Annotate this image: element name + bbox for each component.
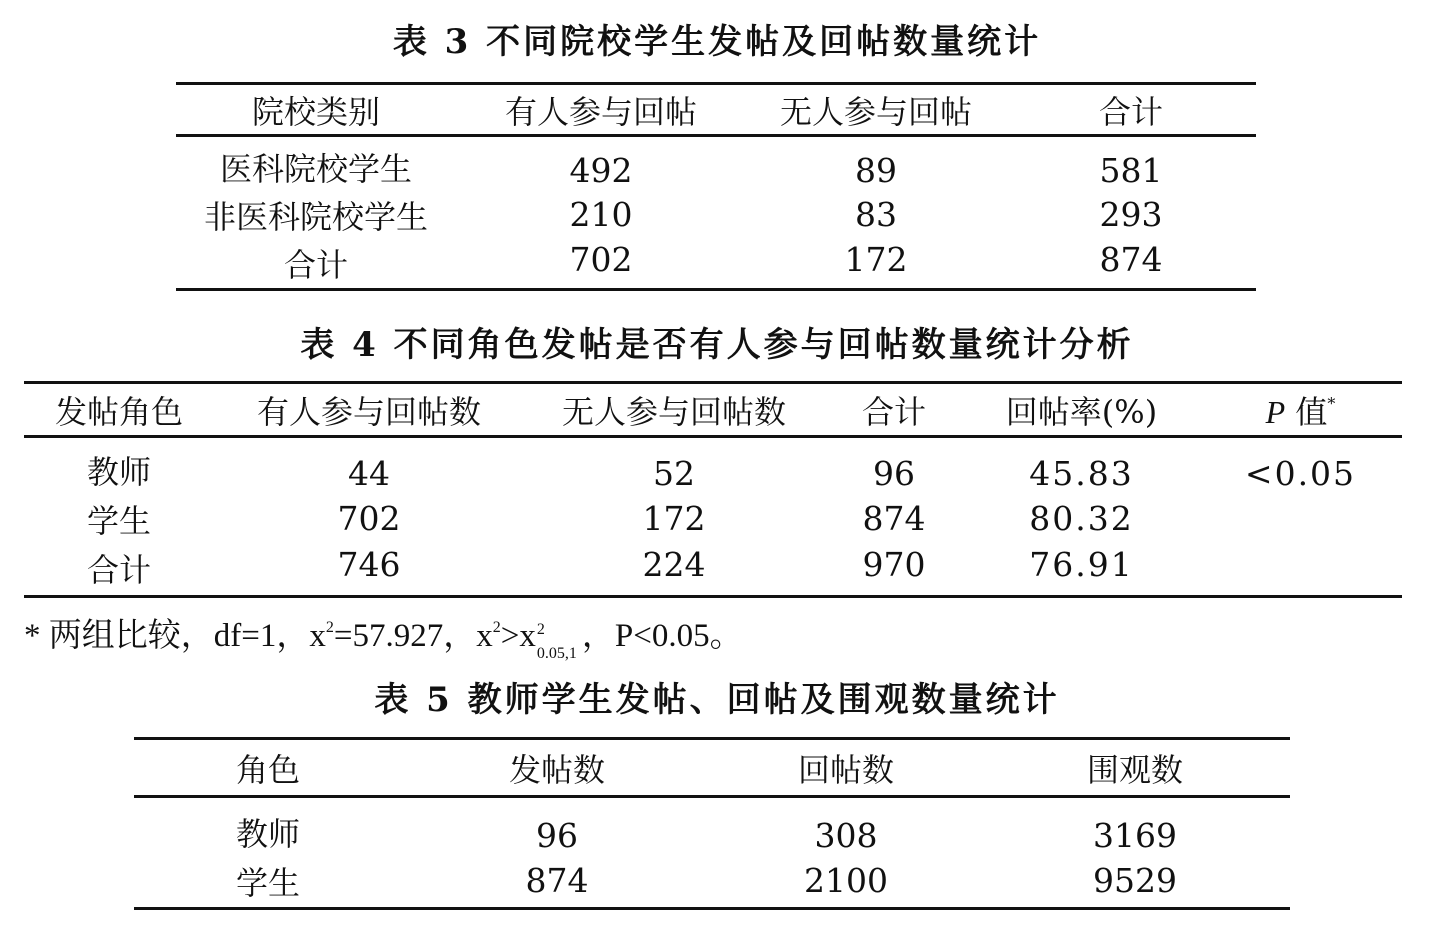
table4-cell: 702 bbox=[337, 499, 401, 538]
table5-cell: 308 bbox=[814, 815, 878, 855]
table4-cell bbox=[1199, 545, 1402, 597]
table4-cell: 970 bbox=[862, 544, 926, 584]
table5-cell: 874 bbox=[525, 861, 589, 901]
table4-cell: 52 bbox=[653, 453, 695, 493]
table5-cell: 96 bbox=[536, 815, 578, 855]
table4-cell: <0.05 bbox=[1244, 453, 1357, 493]
footnote-sup: 2 bbox=[536, 621, 545, 638]
table-row bbox=[24, 545, 1402, 597]
table4-cell: 45.83 bbox=[1029, 453, 1134, 493]
table3-cell: 172 bbox=[844, 239, 908, 279]
table5-caption: 表 5 教师学生发帖、回帖及围观数量统计 bbox=[374, 680, 1060, 720]
table-row bbox=[134, 855, 1290, 909]
table3-header-with-reply: 有人参与回帖 bbox=[504, 92, 697, 131]
table4-header-total: 合计 bbox=[861, 392, 926, 431]
table3-cell: 874 bbox=[1099, 239, 1163, 279]
table4-cell: 172 bbox=[642, 499, 706, 538]
table4-cell: 746 bbox=[337, 544, 401, 584]
table-row bbox=[24, 493, 1402, 545]
table4-cell: 874 bbox=[862, 499, 926, 538]
table5-cell: 教师 bbox=[235, 814, 300, 853]
table4-header-role: 发帖角色 bbox=[54, 392, 183, 431]
table4-cell: 224 bbox=[642, 544, 706, 584]
footnote-sub: 0.05,1 bbox=[536, 645, 577, 662]
table3-cell: 83 bbox=[855, 195, 897, 234]
footnote-text: >x bbox=[500, 618, 536, 654]
table4-cell: 合计 bbox=[86, 550, 151, 589]
table4-cell bbox=[1199, 493, 1402, 545]
table4-cell: 96 bbox=[873, 453, 915, 493]
p-letter: P bbox=[1265, 393, 1286, 430]
table4-cell: 76.91 bbox=[1029, 544, 1134, 584]
table4-cell: 44 bbox=[348, 453, 390, 493]
table5-cell: 3169 bbox=[1093, 815, 1177, 855]
footnote-text: ，P<0.05。 bbox=[581, 618, 743, 654]
table3-cell: 合计 bbox=[283, 245, 348, 284]
footnote-sup: 2 bbox=[325, 619, 334, 636]
table-row bbox=[176, 240, 1256, 290]
table3-header-no-reply: 无人参与回帖 bbox=[779, 92, 972, 131]
table3-cell: 492 bbox=[569, 150, 633, 190]
table4-footnote bbox=[24, 606, 743, 662]
table3-header-category: 院校类别 bbox=[251, 92, 380, 131]
table3-cell: 89 bbox=[855, 150, 897, 190]
footnote-text: * 两组比较，df=1，x bbox=[24, 618, 326, 654]
p-suffix: 值 bbox=[1285, 392, 1328, 431]
table5-header-posts: 发帖数 bbox=[508, 750, 605, 789]
table4 bbox=[24, 381, 1402, 598]
table4-header-no-reply: 无人参与回帖数 bbox=[561, 392, 786, 431]
footnote-sup: 2 bbox=[492, 619, 501, 636]
table3-header-total: 合计 bbox=[1098, 92, 1163, 131]
table3-cell: 非医科院校学生 bbox=[203, 197, 428, 236]
table3-caption: 表 3 不同院校学生发帖及回帖数量统计 bbox=[392, 22, 1042, 62]
footnote-sup-sub bbox=[536, 616, 582, 662]
table3-cell: 293 bbox=[1099, 195, 1163, 234]
table3-cell: 医科院校学生 bbox=[219, 149, 412, 188]
table-row bbox=[176, 190, 1256, 240]
table5-header-views: 围观数 bbox=[1086, 750, 1183, 789]
table5-header-replies: 回帖数 bbox=[797, 750, 894, 789]
table3-cell: 702 bbox=[569, 239, 633, 279]
table3-cell: 581 bbox=[1099, 150, 1163, 190]
table4-header-with-reply: 有人参与回帖数 bbox=[256, 392, 481, 431]
table4-cell: 80.32 bbox=[1029, 499, 1134, 538]
table5-header-row bbox=[134, 739, 1290, 797]
p-footnote-mark: * bbox=[1327, 393, 1336, 413]
table5-cell: 学生 bbox=[235, 863, 300, 902]
table4-header-p-value bbox=[1199, 383, 1402, 437]
table3 bbox=[176, 82, 1256, 291]
footnote-text: =57.927，x bbox=[333, 618, 493, 654]
table5-cell: 9529 bbox=[1093, 861, 1177, 901]
table4-header-reply-rate: 回帖率(%) bbox=[1005, 392, 1158, 431]
table4-caption: 表 4 不同角色发帖是否有人参与回帖数量统计分析 bbox=[300, 325, 1134, 365]
table3-cell: 210 bbox=[569, 195, 633, 234]
table5-cell: 2100 bbox=[804, 861, 888, 901]
table4-cell: 学生 bbox=[86, 501, 151, 540]
table-row bbox=[176, 136, 1256, 190]
table4-cell: 教师 bbox=[86, 452, 151, 491]
table-row bbox=[24, 437, 1402, 493]
table5 bbox=[134, 737, 1290, 910]
table3-header-row bbox=[176, 84, 1256, 136]
table4-header-row bbox=[24, 383, 1402, 437]
table5-header-role: 角色 bbox=[235, 750, 300, 789]
table-row bbox=[134, 797, 1290, 855]
